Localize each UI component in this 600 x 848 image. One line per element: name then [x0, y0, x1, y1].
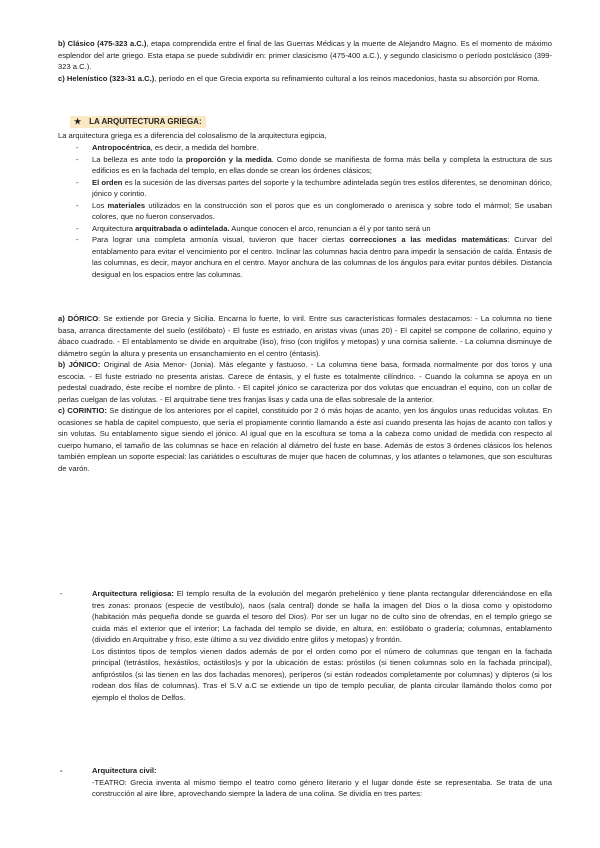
section-title: LA ARQUITECTURA GRIEGA:: [89, 117, 202, 126]
paragraph-ionic: [58, 359, 552, 405]
bullet-text: Aunque conocen el arco, renuncian a él y por tanto será un: [229, 223, 431, 233]
civil-architecture: [60, 765, 552, 800]
bullet-bold: materiales: [107, 200, 146, 210]
features-list: [58, 142, 552, 280]
bullet-dash: -: [60, 766, 63, 775]
civil-label-line: [78, 765, 552, 777]
bullet-text: es la sucesión de las diversas partes del soporte y la techumbre adintelada según tres estilos diferentes, se denominan dórico, jónico y corintio.: [92, 177, 552, 198]
list-item: - Antropocéntrica, es decir, a medida del hombre.: [76, 143, 259, 152]
bullet-bold: El orden: [92, 177, 123, 187]
bullet-text: Los: [92, 200, 108, 210]
list-item: - Para lograr una completa armonía visual, tuvieron que hacer ciertas correcciones a las medidas matemáticas: Curvar del entablamento para evitar el vencimiento por el centro. Inclinar las columnas hacia dentro para impedir la sensación de caída. Éntasis de las columnas, es decir, mayor anchura en el centro. Mayor anchura de las columnas de los ángulos para evitar puntos débiles. Distancia desigual en los espacios entre las columnas.: [76, 235, 552, 279]
religious-paragraph-2: Los distintos tipos de templos vienen dados además de por el orden como por el número de columnas que tengan en la fachada principal (tetrástilos, hexástilos, octástilos)s y por la ubicación de estas: próstilos (si tienen columnas solo en la fachada principal), anfipróstilos (si las tienen en las dos fachadas menores), períperos (si están rodeados completamente por columnas) y dípteros (si los rodean dos filas de columnas). Tras el S.V a.C se extiende un tipo de templo peculiar, de planta circular llamándo tholos como por ejemplo el tholos de Delfos.: [92, 646, 552, 702]
religious-label: Arquitectura religiosa:: [92, 589, 174, 598]
corinthian-label: c) CORINTIO:: [58, 406, 107, 415]
list-item: - Los materiales utilizados en la construcción son el poros que es un conglomerado o arenisca y sobre todo el mármol; Se usaban colores, que no fueron conservados.: [76, 200, 552, 221]
section-heading: [70, 116, 206, 128]
star-icon: ★: [74, 117, 82, 126]
periods-block: [58, 38, 552, 84]
paragraph-helenistico: [58, 73, 552, 85]
doric-label: a) DÓRICO: [58, 314, 99, 323]
ionic-text: Original de Asia Menor- (Jonia). Más elegante y fastuoso. - La columna tiene basa, formada normalmente por dos toros y una escocia. - El fuste estriado no presenta aristas. Carece de éntasis, y el fuste es totalmente cilíndrico. - Cuando la columna se apoya en un pedestal cuadrado, éste recibe el nombre de plinto. - El capitel jónico se caracteriza por dos volutas que encuadran el equino, con un collar de perlas cuelgan de las volutas. - El arquitrabe tiene tres franjas lisas y cada una de ellas sobresale de la anterior.: [58, 360, 552, 404]
bullet-bold: correcciones a las medidas matemáticas: [349, 235, 508, 244]
bullet-text: Para lograr una completa armonía visual, tuvieron que hacer ciertas: [92, 235, 350, 244]
ionic-label: b) JÓNICO:: [58, 360, 101, 369]
paragraph-corinthian: [58, 405, 552, 474]
list-item: - El orden es la sucesión de las diversas partes del soporte y la techumbre adintelada según tres estilos diferentes, se denominan dórico, jónico y corintio.: [76, 177, 552, 198]
corinthian-text: Se distingue de los anteriores por el capitel, constituido por 2 ó más hojas de acanto, yen los ángulos unas reducidas volutas. En ocasiones se habla de capitel compuesto, que sería el propiamente corintio llamando a éste así cuando presenta las hojas de acanto con tallos y sin volutas. Su entablamento sigue siendo el jónico. Al igual que en la escultura se toma a la cabeza como unidad de medida con respecto al cuerpo humano, el tamaño de las columnas se hace en relación al diámetro del fuste en base. Además de estos 3 órdenes clásicos los helenos también emplean un soporte especial: las cariátides o esculturas de mujer que hacen de columnas, y los atlantes o telamones, que son esculturas de varón.: [58, 406, 553, 473]
civil-text: -TEATRO: Grecia inventa al mismo tiempo el teatro como género literario y el lugar donde éste se representaba. Se trata de una construcción al aire libre, aprovechando siempre la ladera de una colina. Se dividía en tres partes:: [92, 777, 552, 798]
religious-architecture: [60, 588, 552, 703]
bullet-text: La belleza es ante todo la: [92, 154, 186, 164]
clasico-text: , etapa comprendida entre el final de las Guerras Médicas y la muerte de Alejandro Magno. Es el momento de máximo esplendor del arte griego. Esta etapa se puede subdividir en: primer clasicismo (475-400 a.C.), y segundo clasicismo o período postclásico (399-323 a.C.).: [58, 39, 552, 71]
bullet-bold: proporción y la medida: [185, 154, 272, 164]
helenistico-label: c) Helenístico (323-31 a.C.): [58, 73, 155, 83]
clasico-label: b) Clásico (475-323 a.C.): [58, 39, 147, 48]
list-item: - La belleza es ante todo la proporción y la medida. Como donde se manifiesta de forma más bella y completa la estructura de sus edificios es en la fachada del templo, en ellas donde se crean los órdenes clásicos;: [76, 154, 552, 175]
bullet-text: utilizados en la construcción son el poros que es un conglomerado o arenisca y sobre todo el mármol; Se usaban colores, que no fueron conservados.: [92, 200, 552, 221]
religious-paragraph-1: [78, 588, 552, 646]
paragraph-clasico: [58, 38, 552, 73]
orders-block: [58, 313, 552, 474]
bullet-dash: -: [60, 589, 63, 598]
bullet-bold: arquitrabada o adintelada.: [135, 223, 230, 233]
civil-label: Arquitectura civil:: [92, 766, 157, 775]
bullet-bold: Antropocéntrica: [92, 143, 151, 152]
bullet-text: : Curvar del entablamento para evitar el vencimiento por el centro. Inclinar las columnas hacia dentro para impedir la sensación de caída. Éntasis de las columnas, es decir, mayor anchura en el centro. Mayor anchura de las columnas de los ángulos para evitar puntos débiles. Distancia desigual en los espacios entre las columnas.: [92, 235, 552, 279]
religious-text-1: El templo resulta de la evolución del megarón prehelénico y tiene planta rectangular diferenciándose en ella tres zonas: pronaos (especie de vestíbulo), naos (sala central) donde se halla la imagen del Dios o la diosa como y opistodomo (habitación más pequeña donde se guarda el tesoro del Dios). Por ser un lugar no de culto sino de ofrendas, en el templo griego se cuida más el exterior que el interior; La fachada del templo se divide, en altura, en: estilóbato o gradería; columnas, entablamento (dividido en Arquitrabe y friso, este último a su vez dividido entre glifos y metopas) y frontón.: [92, 589, 552, 644]
bullet-text: , es decir, a medida del hombre.: [150, 143, 259, 152]
bullet-text: Arquitectura: [92, 223, 136, 233]
helenistico-text: , período en el que Grecia exporta su refinamiento cultural a los reinos macedonios, hasta su absorción por Roma.: [154, 73, 540, 83]
doric-text: : Se extiende por Grecia y Sicilia. Encarna lo fuerte, lo viril. Entre sus características formales destacamos: - La columna no tiene basa, arranca directamente del suelo (estilóbato) - El fuste es estriado, en aristas vivas (unas 20) - El capitel se compone de collarino, equino y ábaco cuadrado. - El entablamento se divide en arquitrabe (liso), friso (con triglifos y metopas) y una cornisa saliente. - La columna disminuye de diámetro según la altura y presenta un ensanchamiento en el centro (éntasis).: [58, 314, 552, 358]
section-intro: La arquitectura griega es a diferencia del colosalismo de la arquitectura egipcia,: [58, 131, 327, 140]
bullet-text: . Como donde se manifiesta de forma más bella y completa la estructura de sus edificios es en la fachada del templo, en ellas donde se crean los órdenes clásicos;: [92, 154, 552, 175]
list-item: - Arquitectura arquitrabada o adintelada. Aunque conocen el arco, renuncian a él y por tanto será un: [76, 223, 431, 233]
paragraph-doric: [58, 313, 552, 359]
